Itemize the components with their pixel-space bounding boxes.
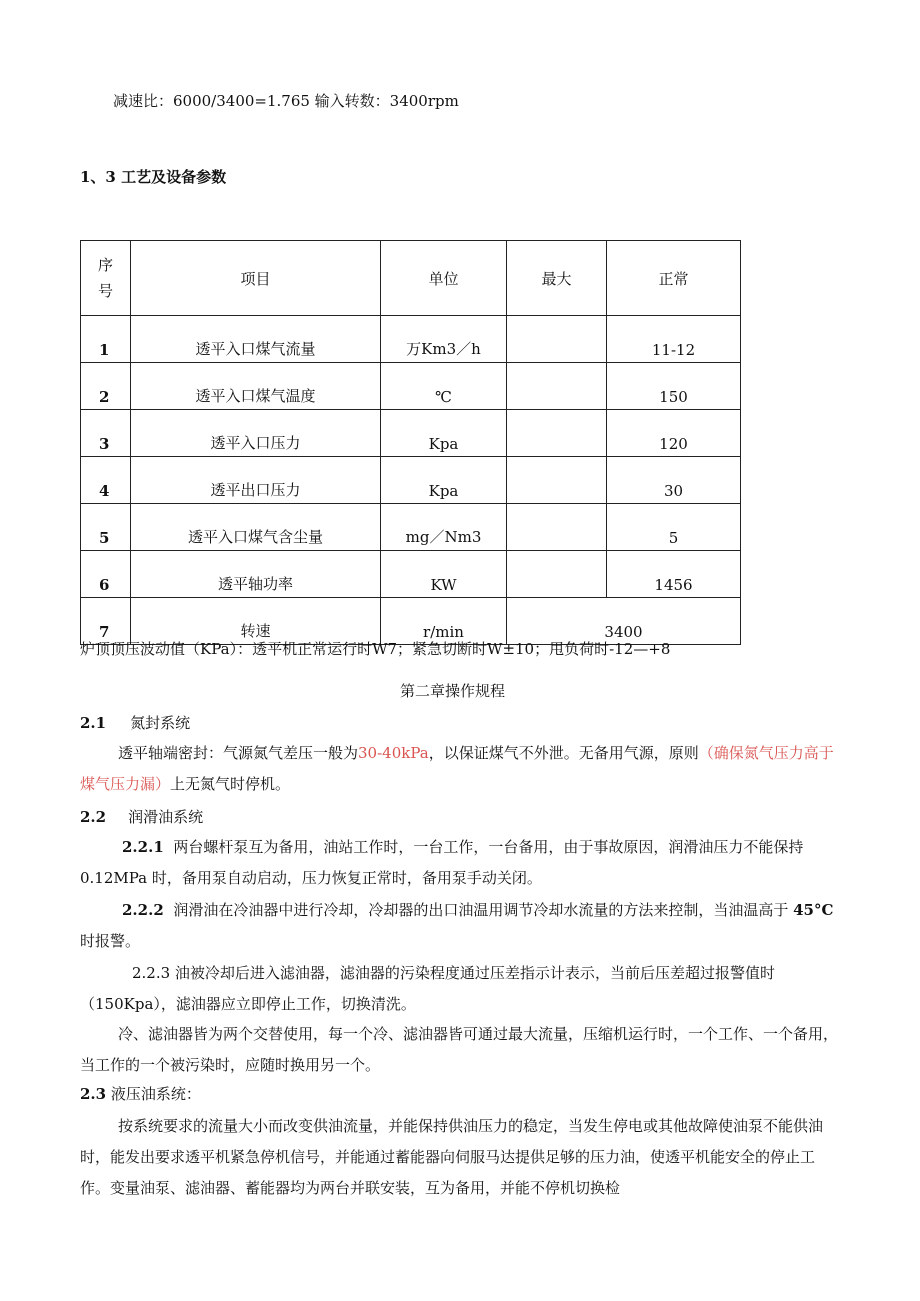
row-normal: 30 — [607, 457, 741, 504]
row-no: 7 — [81, 598, 131, 645]
reduction-ratio-line: 减速比：6000/3400=1.765 输入转数：3400rpm — [113, 92, 459, 110]
row-unit: ℃ — [381, 363, 507, 410]
nitrogen-pressure-note: （确保氮气压力高于煤气压力漏） — [80, 744, 834, 793]
table-header-row — [81, 241, 741, 316]
row-normal: 150 — [607, 363, 741, 410]
row-max — [507, 316, 607, 363]
row-max — [507, 410, 607, 457]
row-no: 1 — [81, 316, 131, 363]
row-item: 透平轴功率 — [131, 551, 381, 598]
row-max — [507, 551, 607, 598]
header-max: 最大 — [507, 241, 607, 316]
row-item: 透平出口压力 — [131, 457, 381, 504]
top-pressure-note: 炉顶顶压波动值（KPa）：透平机正常运行时W7；紧急切断时W±10；甩负荷时-12—+8 — [80, 640, 671, 658]
table-row — [81, 316, 741, 363]
row-unit: mg／Nm3 — [381, 504, 507, 551]
section-2-2-number: 2.2 — [80, 808, 107, 826]
row-item: 转速 — [131, 598, 381, 645]
section-2-2-heading — [80, 806, 203, 827]
section-2-3-number: 2.3 — [80, 1085, 107, 1103]
row-unit: r/min — [381, 598, 507, 645]
section-2-1-title: 氮封系统 — [130, 714, 191, 732]
section-2-3-title: 液压油系统： — [110, 1085, 201, 1103]
row-normal: 1456 — [607, 551, 741, 598]
section-2-1-number: 2.1 — [80, 714, 107, 732]
row-max — [507, 457, 607, 504]
row-unit: KW — [381, 551, 507, 598]
row-no: 2 — [81, 363, 131, 410]
table-row — [81, 551, 741, 598]
table-row — [81, 504, 741, 551]
table-row — [81, 410, 741, 457]
section-2-1-paragraph: 透平轴端密封：气源氮气差压一般为30-40kPa，以保证煤气不外泄。无备用气源，原则（确保氮气压力高于煤气压力漏）上无氮气时停机。 — [80, 744, 834, 793]
row-no: 3 — [81, 410, 131, 457]
header-no: 序号 — [81, 241, 131, 316]
row-item: 透平入口煤气流量 — [131, 316, 381, 363]
row-no: 6 — [81, 551, 131, 598]
row-item: 透平入口压力 — [131, 410, 381, 457]
section-2-2-1-paragraph: 2.2.1 两台螺杆泵互为备用，油站工作时，一台工作，一台备用，由于事故原因，润滑油压力不能保持 0.12MPa 时，备用泵自动启动，压力恢复正常时，备用泵手动关闭。 — [80, 838, 804, 887]
row-unit: 万Km3／h — [381, 316, 507, 363]
section-2-3-paragraph: 按系统要求的流量大小而改变供油流量，并能保持供油压力的稳定，当发生停电或其他故障使油泵不能供油时，能发出要求透平机紧急停机信号，并能通过蓄能器向伺服马达提供足够的压力油，使透平机能安全的停止工作。变量油泵、滤油器、蓄能器均为两台并联安装，互为备用，并能不停机切换检 — [80, 1117, 824, 1197]
table-row — [81, 363, 741, 410]
process-parameters-table — [80, 240, 741, 645]
filter-cooler-paragraph: 冷、滤油器皆为两个交替使用，每一个冷、滤油器皆可通过最大流量，压缩机运行时，一个工作、一个备用，当工作的一个被污染时，应随时换用另一个。 — [80, 1025, 839, 1074]
table-row — [81, 457, 741, 504]
header-normal: 正常 — [607, 241, 741, 316]
row-normal: 5 — [607, 504, 741, 551]
nitrogen-pressure-range: 30-40kPa — [358, 744, 429, 762]
header-unit: 单位 — [381, 241, 507, 316]
chapter-2-title: 第二章操作规程 — [400, 682, 506, 700]
section-2-2-3-paragraph: 2.2.3 油被冷却后进入滤油器，滤油器的污染程度通过压差指示计表示，当前后压差超过报警值时（150Kpa），滤油器应立即停止工作，切换清洗。 — [80, 964, 775, 1013]
row-max — [507, 504, 607, 551]
alarm-temperature: 45°C — [793, 901, 834, 919]
row-no: 4 — [81, 457, 131, 504]
row-normal: 120 — [607, 410, 741, 457]
row-no: 5 — [81, 504, 131, 551]
section-2-2-title: 润滑油系统 — [128, 808, 204, 826]
row-item: 透平入口煤气温度 — [131, 363, 381, 410]
row-normal: 11-12 — [607, 316, 741, 363]
header-item: 项目 — [131, 241, 381, 316]
row-unit: Kpa — [381, 410, 507, 457]
row-merged-value: 3400 — [507, 598, 741, 645]
row-max — [507, 363, 607, 410]
row-unit: Kpa — [381, 457, 507, 504]
section-1-3-title: 1、3 工艺及设备参数 — [80, 168, 227, 186]
section-2-2-2-paragraph: 2.2.2 润滑油在冷油器中进行冷却，冷却器的出口油温用调节冷却水流量的方法来控制，当油温高于 45°C时报警。 — [80, 901, 834, 950]
section-2-3-heading — [80, 1083, 201, 1104]
section-2-1-heading — [80, 712, 190, 733]
row-item: 透平入口煤气含尘量 — [131, 504, 381, 551]
